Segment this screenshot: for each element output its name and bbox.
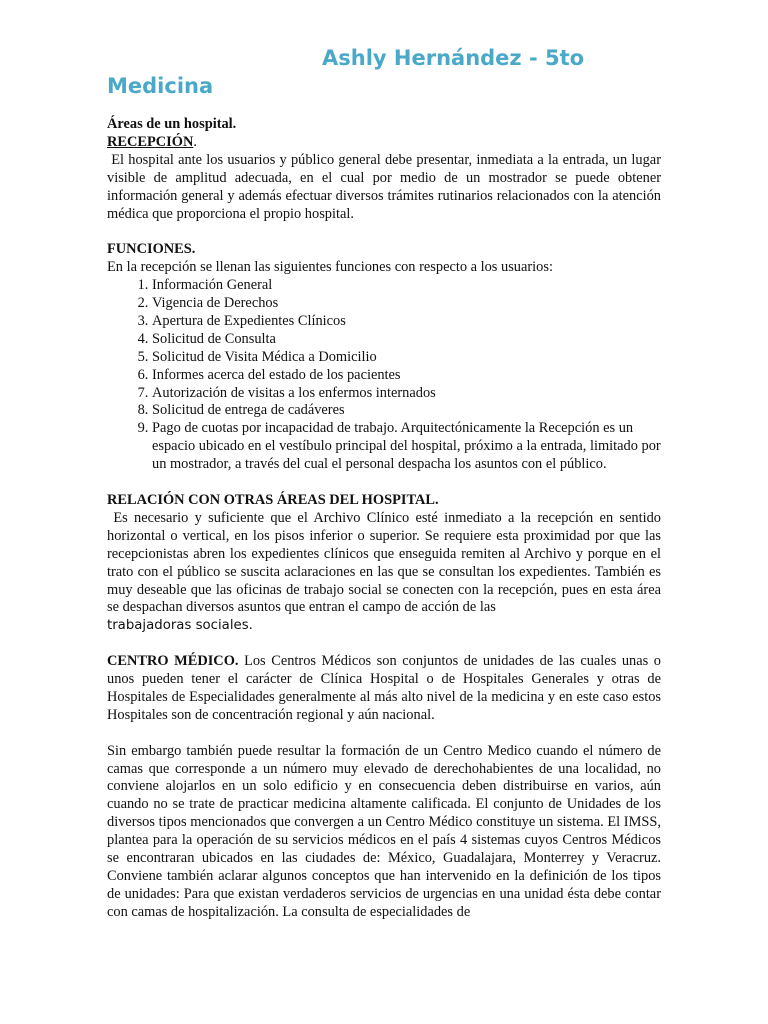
list-item: 8. Solicitud de entrega de cadáveres (152, 402, 661, 420)
list-item: 7. Autorización de visitas a los enfermos internados (152, 385, 661, 403)
section-heading-text: Áreas de un hospital. (107, 116, 237, 132)
list-item: 1. Información General (152, 277, 661, 295)
functions-heading-text: FUNCIONES. (107, 241, 196, 258)
relation-heading-text: RELACIÓN CON OTRAS ÁREAS DEL HOSPITAL. (107, 492, 439, 508)
reception-paragraph: El hospital ante los usuarios y público general debe presentar, inmediata a la entrada, un lugar visible de amplitud adecuada, en el cual por medio de un mostrador se puede obtener información general y además efectuar diversos trámites rutinarios relacionados con la atención médica que proporciona el propio hospital. (107, 151, 665, 222)
reception-heading-text: RECEPCIÓN (107, 133, 194, 150)
functions-heading (107, 241, 661, 259)
relation-paragraph-end-text: trabajadoras sociales. (107, 618, 253, 634)
relation-paragraph: Es necesario y suficiente que el Archivo Clínico esté inmediato a la recepción en sentido horizontal o vertical, en los pisos inferior o superior. Se requiere esta proximidad por que las recepcionistas abren los expedientes clínicos que enseguida remiten al Archivo y porque en el trato con el público se suscita aclaraciones en las que se consultan los expedientes. También es muy deseable que las oficinas de trabajo social se conecten con la recepción, pues en esta área se despachan diversos asuntos que entran el campo de acción de las (107, 509, 665, 616)
list-item: 4. Solicitud de Consulta (152, 331, 661, 349)
medical-center-heading: CENTRO MÉDICO. (107, 653, 239, 670)
relation-heading (107, 492, 661, 510)
medical-center-paragraph (107, 653, 665, 725)
list-item: 3. Apertura de Expedientes Clínicos (152, 313, 661, 331)
section-heading (107, 116, 661, 134)
list-item: 5. Solicitud de Visita Médica a Domicilio (152, 349, 661, 367)
functions-intro: En la recepción se llenan las siguientes funciones con respecto a los usuarios: (107, 259, 553, 276)
document-page (107, 44, 665, 922)
relation-paragraph-end (107, 617, 661, 635)
list-item: 2. Vigencia de Derechos (152, 295, 661, 313)
list-item: 6. Informes acerca del estado de los pacientes (152, 367, 661, 385)
reception-heading (107, 134, 661, 152)
functions-list (107, 277, 661, 474)
reception-heading-suffix: . (193, 133, 197, 150)
list-item: 9. Pago de cuotas por incapacidad de trabajo. Arquitectónicamente la Recepción es un espacio ubicado en el vestíbulo principal del hospital, próximo a la entrada, limitado por un mostrador, a través del cual el personal despacha los asuntos con el público. (152, 420, 661, 474)
medical-center-text: Los Centros Médicos son conjuntos de unidades de las cuales unas o unos pueden tener el carácter de Clínica Hospital o de Hospitales Generales y otras de Hospitales de Especialidades generalmente al más alto nivel de la medicina y en este caso estos Hospitales son de concentración regional y aún nacional. (107, 653, 665, 723)
document-title: Ashly Hernández - 5to Medicina (107, 46, 585, 98)
medical-center-paragraph-2: Sin embargo también puede resultar la formación de un Centro Medico cuando el número de camas que corresponde a un número muy elevado de derechohabientes de una localidad, no conviene alojarlos en un solo edificio y en consecuencia deben distribuirse en varios, aún cuando no se trate de practicar medicina altamente calificada. El conjunto de Unidades de los diversos tipos mencionados que convergen a un Centro Médico constituye un sistema. El IMSS, plantea para la operación de su servicios médicos en el país 4 sistemas cuyos Centros Médicos se encontraran ubicados en las ciudades de: México, Guadalajara, Monterrey y Veracruz. Conviene también aclarar algunos conceptos que han intervenido en la definición de los tipos de unidades: Para que existan verdaderos servicios de urgencias en una unidad ésta debe contar con camas de hospitalización. La consulta de especialidades de (107, 742, 661, 920)
